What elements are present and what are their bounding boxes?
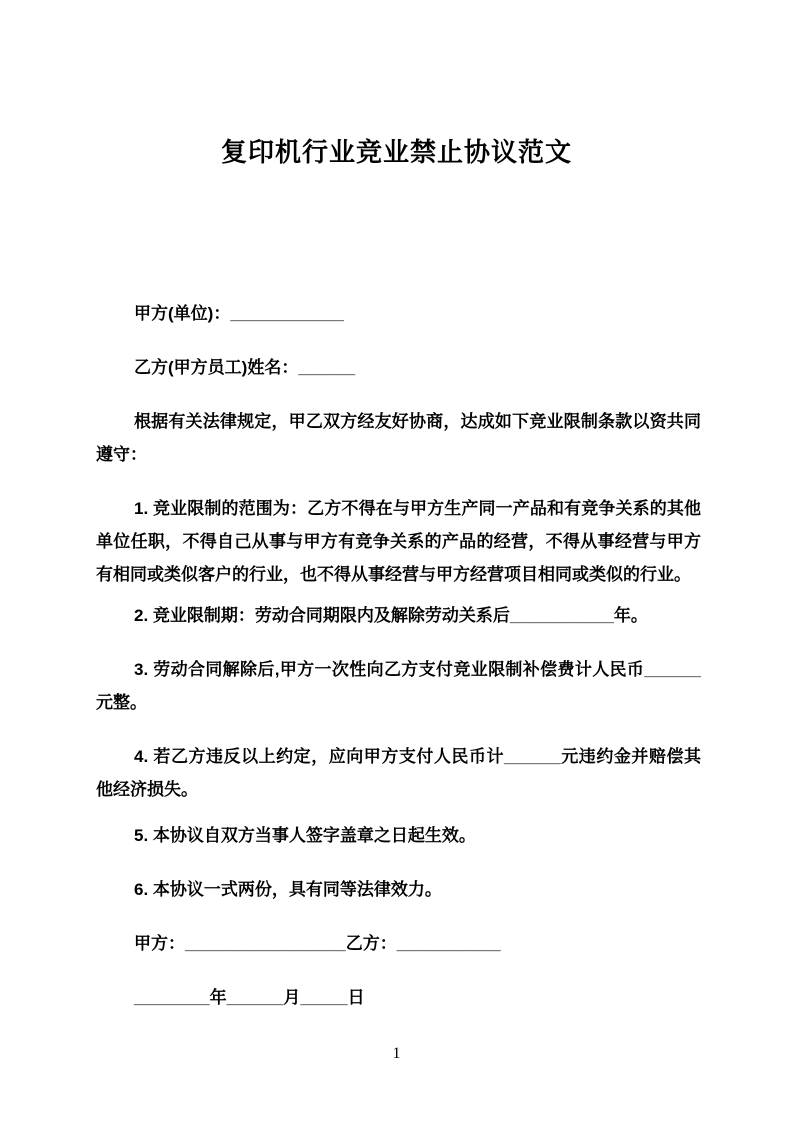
party-a-line: 甲方(单位)：____________ <box>134 304 344 323</box>
date-line: ________年______月_____日 <box>134 988 365 1007</box>
clause-5: 5. 本协议自双方当事人签字盖章之日起生效。 <box>134 826 476 845</box>
clause-1: 1. 竞业限制的范围为：乙方不得在与甲方生产同一产品和有竞争关系的其他单位任职，不得自己从事与甲方有竞争关系的产品的经营，不得从事经营与甲方有相同或类似客户的行业，也不得从事经营与甲方经营项目相同或类似的行业。 <box>96 499 701 584</box>
clause-2: 2. 竞业限制期：劳动合同期限内及解除劳动关系后___________年。 <box>134 606 648 625</box>
clause-6: 6. 本协议一式两份，具有同等法律效力。 <box>134 880 442 899</box>
signature-line: 甲方：_________________乙方：___________ <box>134 934 501 953</box>
document-body <box>0 297 793 1014</box>
clause-3: 3. 劳动合同解除后,甲方一次性向乙方支付竞业限制补偿费计人民币______元整。 <box>96 660 701 712</box>
document-title: 复印机行业竞业禁止协议范文 <box>220 137 572 167</box>
clause-4: 4. 若乙方违反以上约定，应向甲方支付人民币计______元违约金并赔偿其他经济损失。 <box>96 747 701 799</box>
party-b-line: 乙方(甲方员工)姓名：______ <box>134 358 356 377</box>
preamble: 根据有关法律规定，甲乙双方经友好协商，达成如下竞业限制条款以资共同遵守： <box>96 412 701 464</box>
page-number: 1 <box>392 1045 401 1062</box>
